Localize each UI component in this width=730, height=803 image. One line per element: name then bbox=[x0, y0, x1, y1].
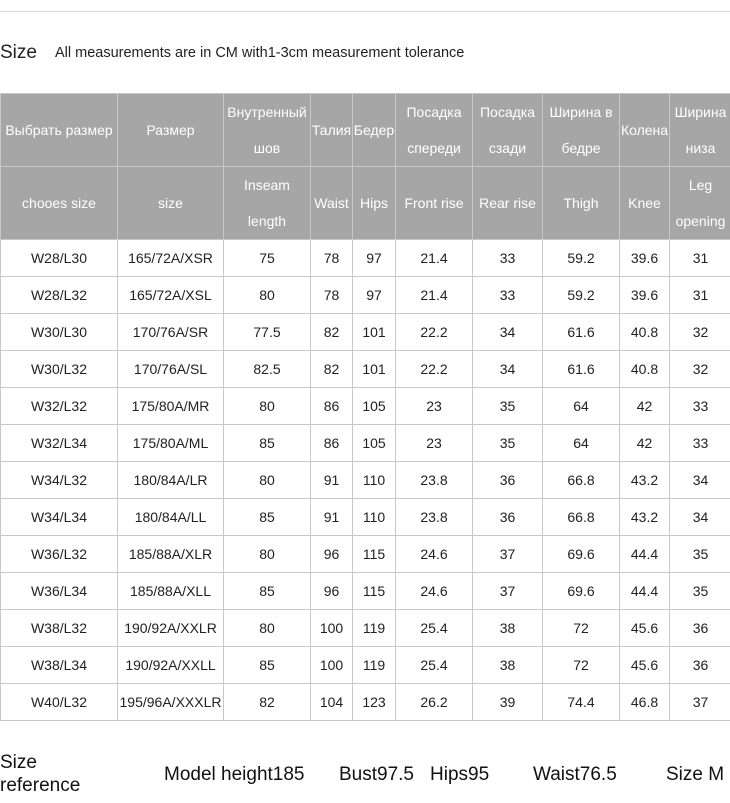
table-cell: 44.4 bbox=[620, 536, 670, 573]
table-cell: W30/L30 bbox=[1, 314, 118, 351]
table-cell: 82 bbox=[311, 314, 353, 351]
table-row bbox=[1, 647, 730, 684]
table-cell: 45.6 bbox=[620, 647, 670, 684]
table-cell: 40.8 bbox=[620, 314, 670, 351]
table-row bbox=[1, 314, 730, 351]
table-cell: 36 bbox=[473, 499, 543, 536]
table-row bbox=[1, 610, 730, 647]
header-en-cell: Waist bbox=[311, 167, 353, 240]
table-cell: 115 bbox=[353, 536, 396, 573]
header-ru-cell: Бедер bbox=[353, 94, 396, 167]
table-cell: 21.4 bbox=[396, 277, 473, 314]
table-cell: 33 bbox=[670, 425, 730, 462]
header-en-cell: Inseam length bbox=[224, 167, 311, 240]
table-cell: 85 bbox=[224, 499, 311, 536]
table-cell: 105 bbox=[353, 388, 396, 425]
table-cell: 96 bbox=[311, 573, 353, 610]
table-cell: W28/L32 bbox=[1, 277, 118, 314]
table-cell: 46.8 bbox=[620, 684, 670, 721]
table-cell: 66.8 bbox=[543, 499, 620, 536]
table-row bbox=[1, 240, 730, 277]
table-cell: 85 bbox=[224, 425, 311, 462]
header-en-cell: Knee bbox=[620, 167, 670, 240]
table-cell: 105 bbox=[353, 425, 396, 462]
table-cell: W28/L30 bbox=[1, 240, 118, 277]
table-cell: W32/L34 bbox=[1, 425, 118, 462]
table-cell: 21.4 bbox=[396, 240, 473, 277]
table-cell: 59.2 bbox=[543, 277, 620, 314]
table-cell: 72 bbox=[543, 610, 620, 647]
table-cell: 86 bbox=[311, 388, 353, 425]
table-cell: 69.6 bbox=[543, 573, 620, 610]
table-cell: 35 bbox=[473, 425, 543, 462]
table-cell: 82 bbox=[224, 684, 311, 721]
header-en-cell: Thigh bbox=[543, 167, 620, 240]
table-cell: 97 bbox=[353, 277, 396, 314]
size-reference bbox=[0, 751, 730, 803]
table-cell: 78 bbox=[311, 240, 353, 277]
table-cell: 101 bbox=[353, 351, 396, 388]
model-bust: Bust97.5 bbox=[339, 764, 414, 785]
table-cell: 86 bbox=[311, 425, 353, 462]
table-cell: 91 bbox=[311, 462, 353, 499]
table-cell: 110 bbox=[353, 462, 396, 499]
table-cell: 23 bbox=[396, 388, 473, 425]
table-cell: 80 bbox=[224, 277, 311, 314]
header-ru-cell: Колена bbox=[620, 94, 670, 167]
table-cell: W34/L32 bbox=[1, 462, 118, 499]
table-cell: 37 bbox=[473, 573, 543, 610]
table-cell: 39.6 bbox=[620, 240, 670, 277]
table-cell: 66.8 bbox=[543, 462, 620, 499]
table-cell: 43.2 bbox=[620, 499, 670, 536]
table-cell: 64 bbox=[543, 388, 620, 425]
table-cell: 104 bbox=[311, 684, 353, 721]
table-row bbox=[1, 277, 730, 314]
table-cell: 82.5 bbox=[224, 351, 311, 388]
table-cell: W32/L32 bbox=[1, 388, 118, 425]
table-cell: 34 bbox=[473, 314, 543, 351]
size-header bbox=[0, 40, 464, 66]
table-cell: 44.4 bbox=[620, 573, 670, 610]
header-ru-cell: Ширина в бедре bbox=[543, 94, 620, 167]
table-cell: 190/92A/XXLL bbox=[118, 647, 224, 684]
header-row-russian bbox=[1, 94, 730, 167]
table-cell: 36 bbox=[670, 610, 730, 647]
table-row bbox=[1, 462, 730, 499]
header-en-cell: Rear rise bbox=[473, 167, 543, 240]
table-cell: 33 bbox=[473, 240, 543, 277]
table-cell: 100 bbox=[311, 647, 353, 684]
model-hips: Hips95 bbox=[430, 764, 490, 785]
table-cell: 80 bbox=[224, 536, 311, 573]
table-row bbox=[1, 425, 730, 462]
table-cell: 35 bbox=[473, 388, 543, 425]
table-cell: 31 bbox=[670, 240, 730, 277]
header-ru-cell: Талия bbox=[311, 94, 353, 167]
header-ru-cell: Ширина низа bbox=[670, 94, 730, 167]
size-chart-table bbox=[0, 93, 730, 721]
table-cell: 35 bbox=[670, 536, 730, 573]
table-cell: 175/80A/ML bbox=[118, 425, 224, 462]
model-height: Model height185 bbox=[164, 764, 305, 785]
table-cell: W38/L32 bbox=[1, 610, 118, 647]
table-cell: 35 bbox=[670, 573, 730, 610]
table-cell: 110 bbox=[353, 499, 396, 536]
table-cell: 34 bbox=[670, 499, 730, 536]
table-cell: 72 bbox=[543, 647, 620, 684]
table-cell: 101 bbox=[353, 314, 396, 351]
table-cell: 96 bbox=[311, 536, 353, 573]
top-divider bbox=[0, 11, 730, 12]
table-cell: 82 bbox=[311, 351, 353, 388]
table-cell: 23 bbox=[396, 425, 473, 462]
table-cell: 123 bbox=[353, 684, 396, 721]
header-ru-cell: Размер bbox=[118, 94, 224, 167]
table-cell: 170/76A/SL bbox=[118, 351, 224, 388]
table-cell: 45.6 bbox=[620, 610, 670, 647]
table-cell: 23.8 bbox=[396, 462, 473, 499]
table-cell: 24.6 bbox=[396, 573, 473, 610]
header-en-cell: Front rise bbox=[396, 167, 473, 240]
table-cell: 180/84A/LR bbox=[118, 462, 224, 499]
table-cell: 38 bbox=[473, 647, 543, 684]
table-cell: 78 bbox=[311, 277, 353, 314]
table-cell: 39 bbox=[473, 684, 543, 721]
size-title: Size bbox=[0, 42, 37, 63]
table-cell: 40.8 bbox=[620, 351, 670, 388]
table-cell: 25.4 bbox=[396, 647, 473, 684]
table-cell: 115 bbox=[353, 573, 396, 610]
table-cell: 42 bbox=[620, 425, 670, 462]
table-cell: 195/96A/XXXLR bbox=[118, 684, 224, 721]
table-cell: 80 bbox=[224, 610, 311, 647]
model-size: Size M bbox=[666, 764, 725, 785]
table-cell: 77.5 bbox=[224, 314, 311, 351]
table-cell: 33 bbox=[670, 388, 730, 425]
table-cell: W38/L34 bbox=[1, 647, 118, 684]
size-reference-label: Size reference bbox=[0, 752, 81, 796]
table-cell: 23.8 bbox=[396, 499, 473, 536]
model-waist: Waist76.5 bbox=[533, 764, 617, 785]
table-cell: 85 bbox=[224, 647, 311, 684]
table-cell: 37 bbox=[670, 684, 730, 721]
table-cell: 165/72A/XSR bbox=[118, 240, 224, 277]
table-row bbox=[1, 499, 730, 536]
table-cell: W36/L32 bbox=[1, 536, 118, 573]
table-cell: 175/80A/MR bbox=[118, 388, 224, 425]
table-cell: W30/L32 bbox=[1, 351, 118, 388]
table-cell: 74.4 bbox=[543, 684, 620, 721]
table-cell: 165/72A/XSL bbox=[118, 277, 224, 314]
table-cell: 22.2 bbox=[396, 351, 473, 388]
table-cell: W40/L32 bbox=[1, 684, 118, 721]
table-cell: 39.6 bbox=[620, 277, 670, 314]
table-cell: 119 bbox=[353, 647, 396, 684]
table-cell: 32 bbox=[670, 351, 730, 388]
size-table-body bbox=[1, 240, 730, 721]
table-cell: 25.4 bbox=[396, 610, 473, 647]
table-cell: 34 bbox=[473, 351, 543, 388]
table-cell: 180/84A/LL bbox=[118, 499, 224, 536]
table-row bbox=[1, 351, 730, 388]
table-row bbox=[1, 684, 730, 721]
table-cell: 34 bbox=[670, 462, 730, 499]
header-ru-cell: Выбрать размер bbox=[1, 94, 118, 167]
header-ru-cell: Внутренный шов bbox=[224, 94, 311, 167]
table-cell: 85 bbox=[224, 573, 311, 610]
table-cell: 80 bbox=[224, 388, 311, 425]
header-en-cell: size bbox=[118, 167, 224, 240]
table-cell: 75 bbox=[224, 240, 311, 277]
header-en-cell: Hips bbox=[353, 167, 396, 240]
table-cell: 61.6 bbox=[543, 351, 620, 388]
header-en-cell: Leg opening bbox=[670, 167, 730, 240]
table-row bbox=[1, 388, 730, 425]
table-cell: 185/88A/XLR bbox=[118, 536, 224, 573]
table-cell: 61.6 bbox=[543, 314, 620, 351]
table-cell: 80 bbox=[224, 462, 311, 499]
table-cell: W36/L34 bbox=[1, 573, 118, 610]
table-cell: 42 bbox=[620, 388, 670, 425]
table-cell: 100 bbox=[311, 610, 353, 647]
table-cell: 119 bbox=[353, 610, 396, 647]
table-cell: 69.6 bbox=[543, 536, 620, 573]
table-row bbox=[1, 573, 730, 610]
table-cell: 38 bbox=[473, 610, 543, 647]
table-cell: 91 bbox=[311, 499, 353, 536]
table-cell: 59.2 bbox=[543, 240, 620, 277]
table-cell: 33 bbox=[473, 277, 543, 314]
table-cell: 190/92A/XXLR bbox=[118, 610, 224, 647]
table-cell: 26.2 bbox=[396, 684, 473, 721]
table-cell: 170/76A/SR bbox=[118, 314, 224, 351]
header-ru-cell: Посадка сзади bbox=[473, 94, 543, 167]
table-cell: 31 bbox=[670, 277, 730, 314]
table-cell: 185/88A/XLL bbox=[118, 573, 224, 610]
header-row-english bbox=[1, 167, 730, 240]
table-cell: 64 bbox=[543, 425, 620, 462]
header-en-cell: chooes size bbox=[1, 167, 118, 240]
header-ru-cell: Посадка спереди bbox=[396, 94, 473, 167]
table-cell: 37 bbox=[473, 536, 543, 573]
table-cell: 32 bbox=[670, 314, 730, 351]
table-cell: 24.6 bbox=[396, 536, 473, 573]
measurement-note: All measurements are in CM with1-3cm measurement tolerance bbox=[54, 45, 465, 61]
table-row bbox=[1, 536, 730, 573]
table-cell: 43.2 bbox=[620, 462, 670, 499]
table-cell: W34/L34 bbox=[1, 499, 118, 536]
table-cell: 97 bbox=[353, 240, 396, 277]
table-cell: 36 bbox=[473, 462, 543, 499]
table-cell: 22.2 bbox=[396, 314, 473, 351]
table-cell: 36 bbox=[670, 647, 730, 684]
